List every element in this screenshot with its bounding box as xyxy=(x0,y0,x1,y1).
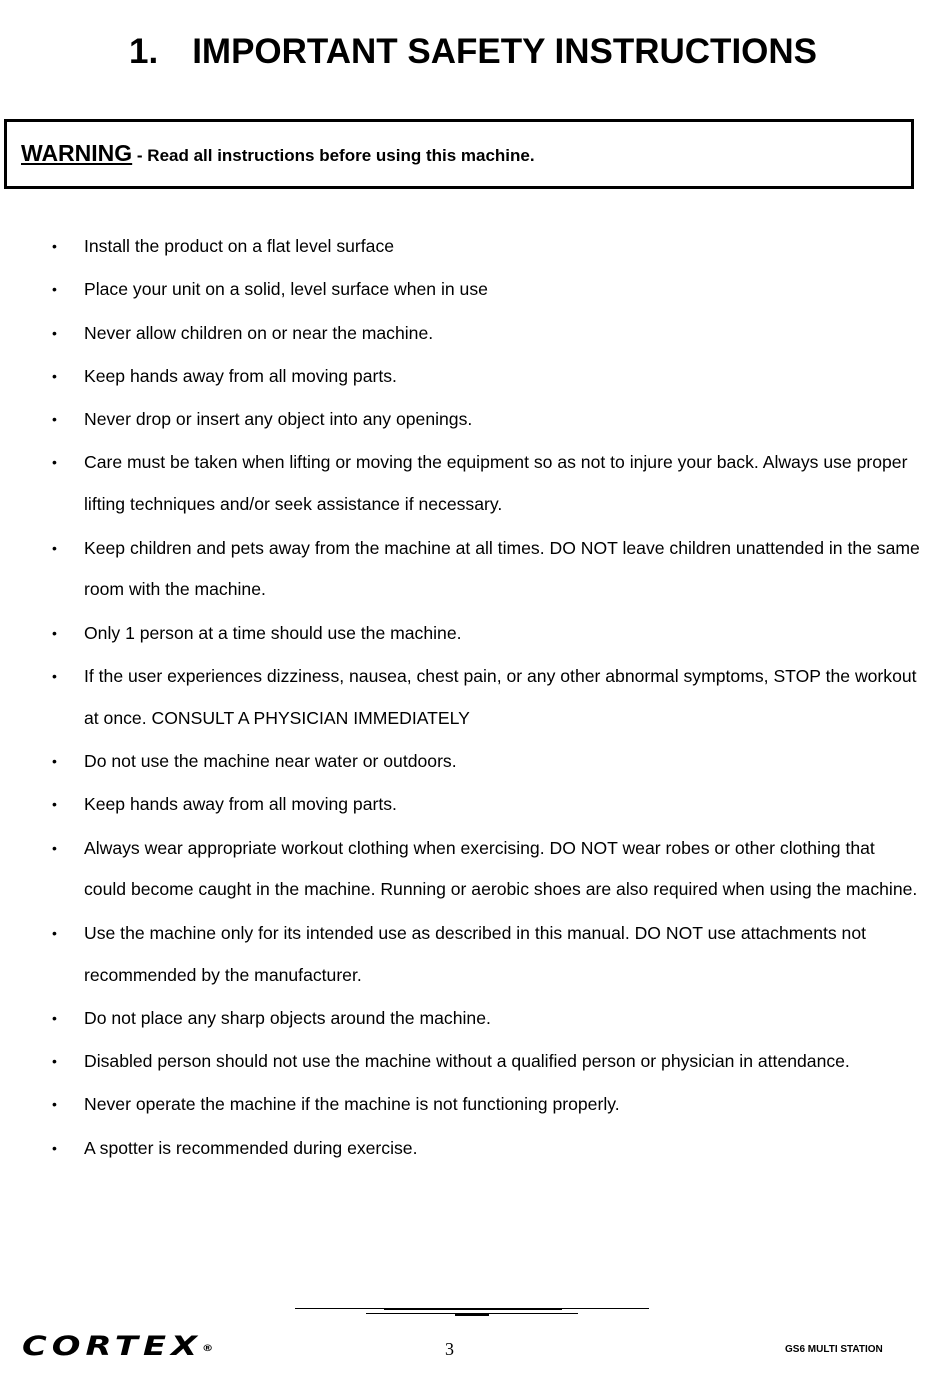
footer-rule xyxy=(455,1314,489,1316)
instruction-item xyxy=(0,828,920,912)
instruction-text: Disabled person should not use the machine without a qualified person or physician in attendance. xyxy=(84,1051,850,1072)
instruction-text: Never operate the machine if the machine is not functioning properly. xyxy=(84,1094,620,1115)
warning-line xyxy=(21,140,535,167)
bullet-icon: • xyxy=(52,624,57,641)
brand-logo xyxy=(22,1332,213,1362)
bullet-icon: • xyxy=(52,1009,57,1026)
instruction-text: Keep children and pets away from the machine at all times. DO NOT leave children unattended in the same room with the machine. xyxy=(84,537,920,600)
bullet-icon: • xyxy=(52,667,57,684)
instruction-item xyxy=(0,913,920,997)
bullet-icon: • xyxy=(52,539,57,556)
instruction-item xyxy=(0,269,920,311)
instruction-item xyxy=(0,356,920,398)
instruction-item xyxy=(0,784,920,826)
bullet-icon: • xyxy=(52,753,57,770)
section-title: IMPORTANT SAFETY INSTRUCTIONS xyxy=(192,32,818,71)
model-name: GS6 MULTI STATION xyxy=(785,1344,883,1355)
instruction-item xyxy=(0,528,920,612)
bullet-icon: • xyxy=(52,1053,57,1070)
page-title xyxy=(0,30,946,74)
instruction-text: Do not use the machine near water or outdoors. xyxy=(84,751,457,772)
instruction-text: Always wear appropriate workout clothing when exercising. DO NOT wear robes or other clothing that could become caught in the machine. Running or aerobic shoes are also required when using the machine. xyxy=(84,837,918,900)
instruction-item xyxy=(0,998,920,1040)
instruction-item xyxy=(0,1128,920,1170)
instruction-item xyxy=(0,1041,920,1083)
page-number: 3 xyxy=(445,1339,454,1359)
instruction-text: Only 1 person at a time should use the machine. xyxy=(84,622,462,643)
instruction-item xyxy=(0,656,920,740)
bullet-icon: • xyxy=(52,454,57,471)
brand-logo-text: CORTEX xyxy=(22,1331,203,1362)
bullet-icon: • xyxy=(52,324,57,341)
section-number: 1. xyxy=(128,32,159,71)
instruction-text: Never drop or insert any object into any openings. xyxy=(84,409,473,430)
instruction-text: Keep hands away from all moving parts. xyxy=(84,365,397,386)
bullet-icon: • xyxy=(52,238,57,254)
bullet-icon: • xyxy=(52,1096,57,1113)
instruction-item xyxy=(0,399,920,441)
instruction-text: Never allow children on or near the machine. xyxy=(84,322,434,343)
instruction-text: Keep hands away from all moving parts. xyxy=(84,794,397,815)
warning-label: WARNING xyxy=(21,140,133,166)
registered-mark: ® xyxy=(202,1344,214,1354)
instruction-text: Care must be taken when lifting or moving the equipment so as not to injure your back. Always use proper lifting techniques and/or seek assistance if necessary. xyxy=(84,452,908,515)
bullet-icon: • xyxy=(52,281,57,298)
instruction-item xyxy=(0,613,920,655)
instruction-item xyxy=(0,1084,920,1126)
instruction-item xyxy=(0,226,920,268)
instruction-item xyxy=(0,442,920,526)
safety-instruction-list xyxy=(0,226,920,1171)
instruction-item xyxy=(0,313,920,355)
instruction-item xyxy=(0,741,920,783)
bullet-icon: • xyxy=(52,839,57,856)
instruction-text: Install the product on a flat level surface xyxy=(84,236,395,256)
bullet-icon: • xyxy=(52,367,57,384)
warning-box xyxy=(4,119,914,189)
bullet-icon: • xyxy=(52,1139,57,1156)
warning-separator: - xyxy=(132,146,143,165)
bullet-icon: • xyxy=(52,411,57,428)
warning-text: Read all instructions before using this machine. xyxy=(142,146,535,165)
bullet-icon: • xyxy=(52,796,57,813)
instruction-text: Place your unit on a solid, level surface when in use xyxy=(84,279,488,300)
instruction-text: If the user experiences dizziness, nausea, chest pain, or any other abnormal symptoms, STOP the workout at once. CONSULT A PHYSICIAN IMMEDIATELY xyxy=(84,665,917,728)
instruction-text: Do not place any sharp objects around the machine. xyxy=(84,1007,491,1028)
instruction-text: Use the machine only for its intended use as described in this manual. DO NOT use attachments not recommended by the manufacturer. xyxy=(84,922,867,985)
bullet-icon: • xyxy=(52,924,57,941)
footer-rule xyxy=(384,1308,562,1310)
instruction-text: A spotter is recommended during exercise. xyxy=(84,1137,418,1158)
